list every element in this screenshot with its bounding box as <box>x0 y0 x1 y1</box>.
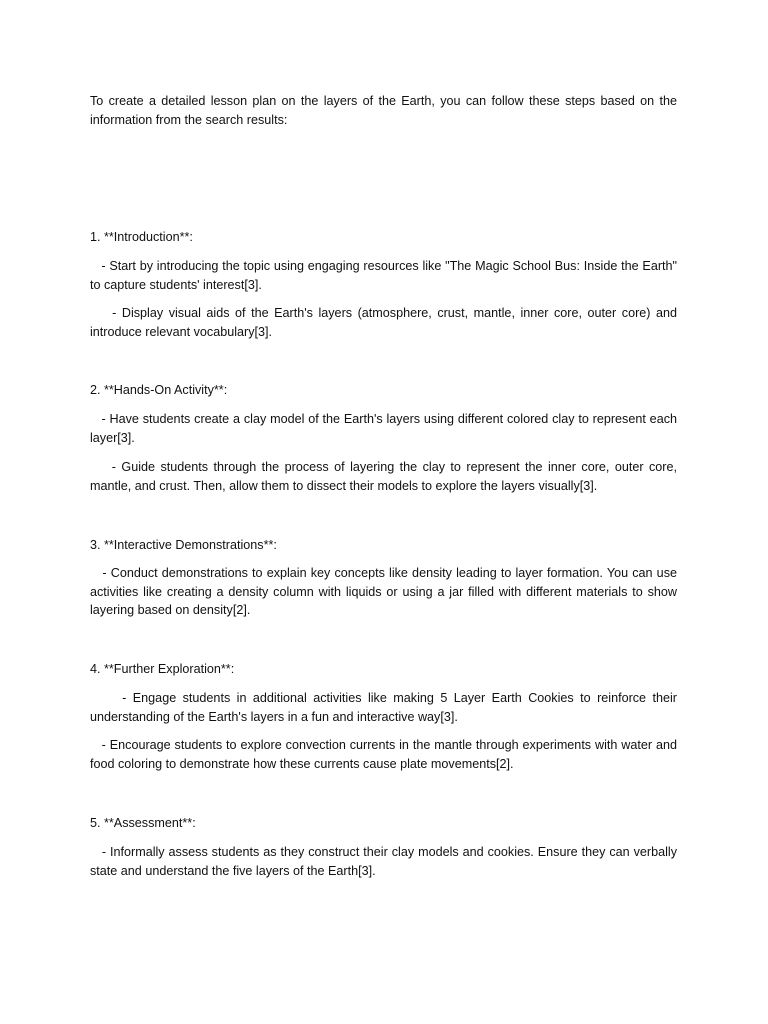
list-item: - Informally assess students as they construct their clay models and cookies. Ensure they can verbally state and understand the five layers of the Earth[3]. <box>90 845 681 878</box>
section-heading-hands-on-activity: 2. **Hands-On Activity**: <box>90 383 228 397</box>
list-item: - Start by introducing the topic using engaging resources like "The Magic School Bus: Inside the Earth" to capture students' interest[3]. <box>90 259 681 292</box>
list-item: - Engage students in additional activities like making 5 Layer Earth Cookies to reinforce their understanding of the Earth's layers in a fun and interactive way[3]. <box>90 691 681 724</box>
list-item: - Guide students through the process of layering the clay to represent the inner core, outer core, mantle, and crust. Then, allow them to dissect their models to explore the layers visually[3]. <box>90 460 681 493</box>
section-heading-interactive-demonstrations: 3. **Interactive Demonstrations**: <box>90 538 277 552</box>
section-heading-assessment: 5. **Assessment**: <box>90 816 196 830</box>
list-item: - Conduct demonstrations to explain key concepts like density leading to layer formation. You can use activities like creating a density column with liquids or using a jar filled with different materials to show layering based on density[2]. <box>90 566 681 617</box>
list-item: - Have students create a clay model of the Earth's layers using different colored clay to represent each layer[3]. <box>90 412 681 445</box>
list-item: - Display visual aids of the Earth's layers (atmosphere, crust, mantle, inner core, outer core) and introduce relevant vocabulary[3]. <box>90 306 681 339</box>
section-heading-introduction: 1. **Introduction**: <box>90 230 193 244</box>
section-heading-further-exploration: 4. **Further Exploration**: <box>90 662 235 676</box>
intro-paragraph: To create a detailed lesson plan on the layers of the Earth, you can follow these steps based on the information from the search results: <box>90 94 681 127</box>
list-item: - Encourage students to explore convection currents in the mantle through experiments with water and food coloring to demonstrate how these currents cause plate movements[2]. <box>90 738 681 771</box>
